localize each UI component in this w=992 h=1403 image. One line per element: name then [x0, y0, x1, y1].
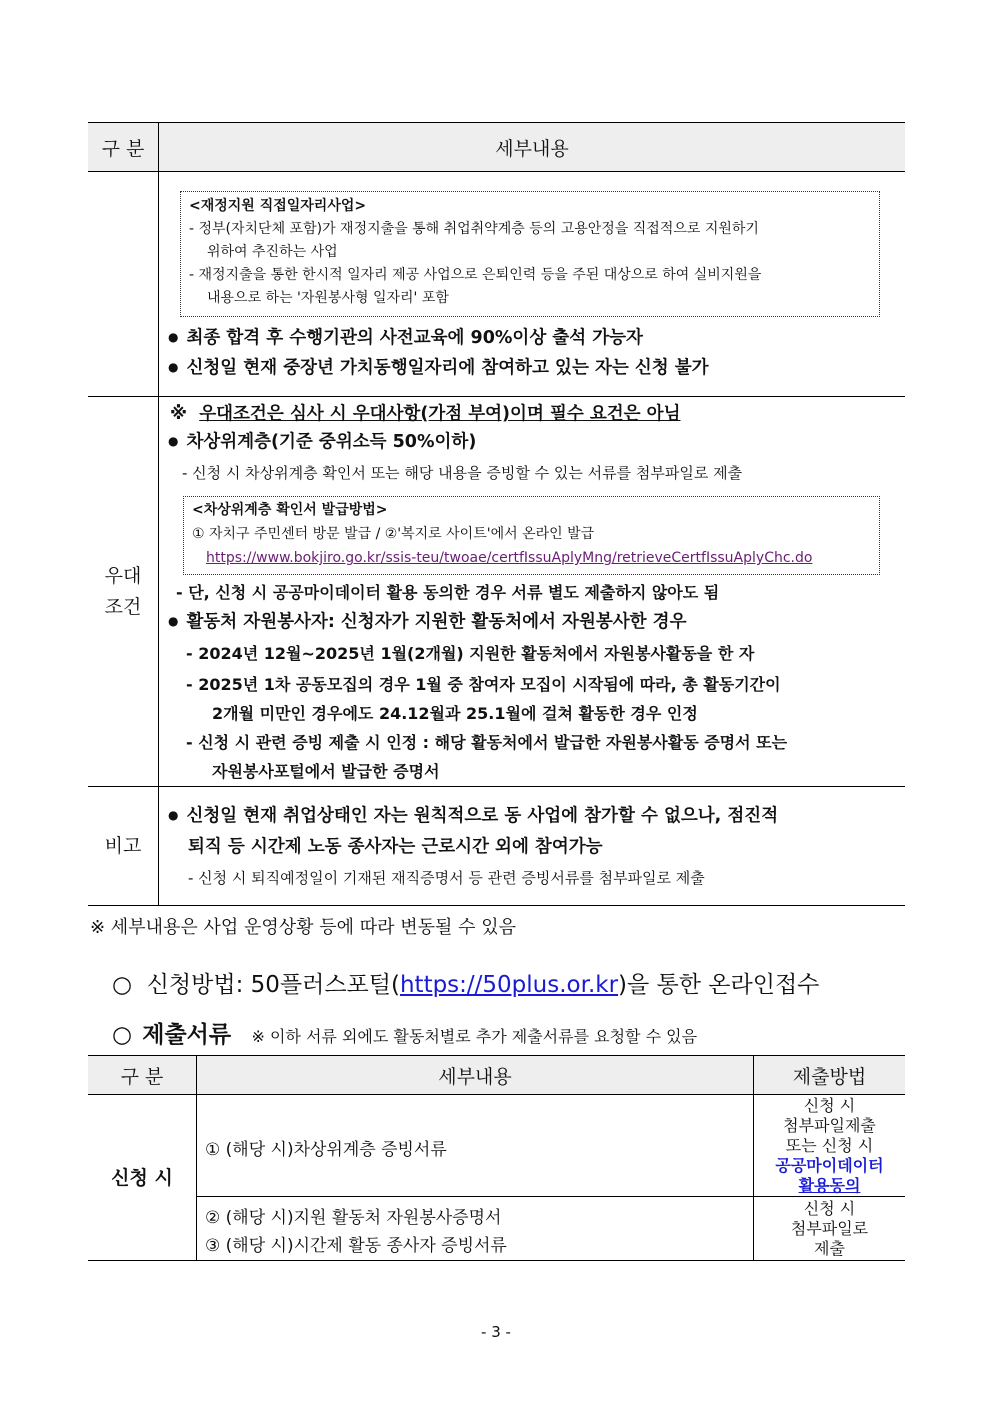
header-detail: 세부내용	[159, 123, 905, 171]
remarks-item: 퇴직 등 시간제 노동 종사자는 근로시간 외에 참여가능	[188, 837, 603, 857]
box-line: 내용으로 하는 '자원봉사형 일자리' 포함	[207, 290, 449, 306]
method-line: 또는 신청 시	[785, 1135, 874, 1155]
sub-item: - 2024년 12월~2025년 1월(2개월) 지원한 활동처에서 자원봉사활동을 한 자	[186, 644, 755, 663]
direct-job-info-box	[180, 191, 880, 317]
criteria-table	[88, 122, 905, 906]
sub-item: - 신청 시 퇴직예정일이 기재된 재직증명서 등 관련 증빙서류를 첨부파일로 제출	[188, 869, 705, 887]
header-method: 제출방법	[754, 1056, 905, 1094]
method-line: 제출	[814, 1238, 845, 1258]
method-cell	[754, 1095, 905, 1196]
sub-item: - 신청 시 관련 증빙 제출 시 인정 : 해당 활동처에서 발급한 자원봉사활동 증명서 또는	[186, 733, 788, 752]
remarks-label	[88, 787, 158, 905]
notice-text: 우대조건은 심사 시 우대사항(가점 부여)이며 필수 요건은 아님	[199, 404, 681, 424]
document-item: ③ (해당 시)시간제 활동 종사자 증빙서류	[205, 1236, 507, 1256]
preference-label	[88, 397, 158, 786]
document-item: ② (해당 시)지원 활동처 자원봉사증명서	[205, 1208, 502, 1228]
50plus-link[interactable]: https://50plus.or.kr	[399, 972, 619, 998]
apply-method	[112, 966, 819, 999]
preference-item: ● 차상위계층(기준 중위소득 50%이하)	[168, 428, 476, 453]
requirement-item: ● 신청일 현재 중장년 가치동행일자리에 참여하고 있는 자는 신청 불가	[168, 354, 709, 379]
method-line: 첨부파일제출	[783, 1115, 876, 1135]
apply-label: 신청방법: 50플러스포털(	[146, 972, 400, 998]
box-line: - 정부(자치단체 포함)가 재정지출을 통해 취업취약계층 등의 고용안정을 직접적으로 지원하기	[189, 221, 759, 237]
sub-item: 2개월 미만인 경우에도 24.12월과 25.1월에 걸쳐 활동한 경우 인정	[212, 704, 698, 723]
box-title: <차상위계층 확인서 발급방법>	[192, 502, 388, 518]
box-line: 위하여 추진하는 사업	[207, 244, 338, 260]
method-line: 첨부파일로	[790, 1218, 869, 1238]
method-line: 활용동의	[798, 1175, 861, 1195]
certificate-info-box	[183, 496, 880, 575]
box-line: - 재정지출을 통한 한시적 일자리 제공 사업으로 은퇴인력 등을 주된 대상으로 하여 실비지원을	[189, 267, 762, 283]
remarks-item: ● 신청일 현재 취업상태인 자는 원칙적으로 동 사업에 참가할 수 없으나, 점진적	[168, 802, 778, 827]
page-number: - 3 -	[481, 1323, 511, 1341]
sub-item: 자원봉사포털에서 발급한 증명서	[212, 762, 440, 781]
apply-suffix: )을 통한 온라인접수	[618, 972, 820, 998]
sub-item: - 단, 신청 시 공공마이데이터 활용 동의한 경우 서류 별도 제출하지 않아도 됨	[176, 583, 720, 602]
category-cell: 신청 시	[111, 1166, 173, 1189]
label-line: 조건	[104, 595, 142, 618]
method-line: 신청 시	[803, 1095, 856, 1115]
documents-heading	[112, 1016, 697, 1049]
circle-marker-icon: ○	[112, 1022, 133, 1048]
method-line: 공공마이데이터	[775, 1155, 884, 1175]
box-title: <재정지원 직접일자리사업>	[189, 198, 367, 214]
sub-item: - 신청 시 차상위계층 확인서 또는 해당 내용을 증빙할 수 있는 서류를 첨부파일로 제출	[182, 464, 743, 482]
documents-label: 제출서류	[142, 1022, 232, 1048]
label-line: 우대	[104, 564, 142, 587]
documents-table	[88, 1055, 905, 1261]
documents-note: ※ 이하 서류 외에도 활동처별로 추가 제출서류를 요청할 수 있음	[251, 1027, 698, 1046]
document-item: ① (해당 시)차상위계층 증빙서류	[205, 1140, 447, 1160]
header-category: 구 분	[88, 123, 158, 171]
method-cell	[754, 1197, 905, 1260]
requirement-item: ● 최종 합격 후 수행기관의 사전교육에 90%이상 출석 가능자	[168, 324, 643, 349]
label-line: 비고	[104, 834, 142, 857]
box-line: ① 자치구 주민센터 방문 발급 / ②'복지로 사이트'에서 온라인 발급	[192, 526, 595, 542]
circle-marker-icon: ○	[112, 972, 133, 998]
header-category: 구 분	[88, 1056, 196, 1094]
notice-mark: ※	[170, 404, 188, 424]
preference-item: ● 활동처 자원봉사자: 신청자가 지원한 활동처에서 자원봉사한 경우	[168, 608, 686, 633]
bokjiro-link[interactable]: https://www.bokjiro.go.kr/ssis-teu/twoae/certfIssuAplyMng/retrieveCertfIssuAplyChc.do	[206, 550, 813, 566]
method-line: 신청 시	[803, 1198, 856, 1218]
change-notice: ※ 세부내용은 사업 운영상황 등에 따라 변동될 수 있음	[90, 917, 517, 938]
sub-item: - 2025년 1차 공동모집의 경우 1월 중 참여자 모집이 시작됨에 따라, 총 활동기간이	[186, 675, 781, 694]
preference-notice	[170, 400, 680, 425]
header-detail: 세부내용	[197, 1056, 753, 1094]
